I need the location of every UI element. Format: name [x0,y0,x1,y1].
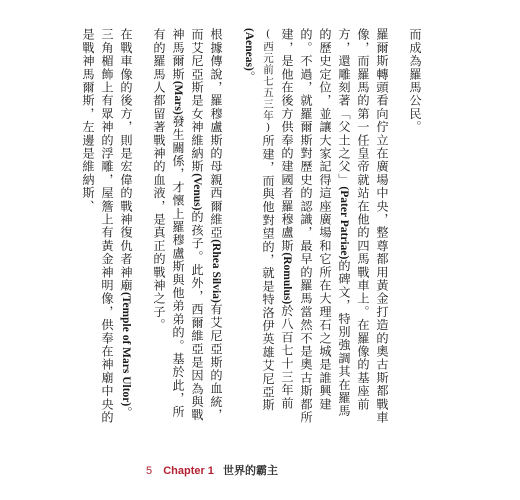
text-run: 的碑文，特別強調其在羅馬的歷史定位，並讓大家記得這座廣場和它所在大理石之城是誰興建的。不過，就羅爾斯對歷史的認識，最早的羅馬當然不是奧古斯都所建，是他在後方供奉的建國者羅穆盧斯 [280,28,351,424]
paragraph [239,28,391,430]
page-number: 5 [146,465,153,477]
paragraph [78,28,135,430]
latin-term: (Temple of Mars Ultor) [120,292,132,407]
text-run: 發生關係，才懷上羅穆盧斯與他弟弟的。基於此，所有的羅馬人都留著戰神的血液，是真正的戰神之子。 [152,28,185,419]
text-run: 羅爾斯轉頭看向佇立在廣場中央，整尊都用黃金打造的奧古斯都戰車像，而羅馬的第一任皇帝就站在他的四馬戰車上。在羅像的基座前方，還雕刻著「父土之父」 [337,28,389,424]
text-run: 而成為羅馬公民。 [408,28,422,134]
text-run: 所建，而與他對望的，就是特洛伊英雄艾尼亞斯 [261,134,275,412]
text-run: 。 [242,70,256,84]
latin-term: (Pater Patriae) [338,186,350,260]
date-note: (西元前七五三年) [262,28,274,135]
text-run: 的孩子。此外，西爾維亞是因為與戰神馬爾斯 [171,28,204,422]
latin-term: (Venus) [191,173,203,211]
text-run: 根據傳說，羅穆盧斯的母親西爾維亞 [209,28,223,240]
text-run: 。三角楣飾上有眾神的浮雕，屋簷上有黃金神明像，供奉在神廟中央的是戰神馬爾斯，左邊是維納斯、 [81,28,133,424]
latin-term: (Romulus) [281,252,293,305]
vertical-text-block [81,28,424,430]
paragraph [405,28,424,430]
text-run: 在戰車像的後方，則是宏偉的戰神復仇者神廟 [119,28,133,292]
chapter-title: 世界的霸主 [223,464,278,477]
latin-term: (Aeneas) [243,28,255,71]
text-run: 於八百七十三年前 [280,304,294,410]
text-run: 有艾尼亞斯的血統，而艾尼亞斯是女神維納斯 [190,28,223,422]
chapter-label: Chapter 1 [163,465,214,477]
latin-term: (Rhea Silvia) [210,239,222,303]
latin-term: (Mars) [172,80,184,115]
page-footer [146,462,278,478]
paragraph [149,28,225,430]
